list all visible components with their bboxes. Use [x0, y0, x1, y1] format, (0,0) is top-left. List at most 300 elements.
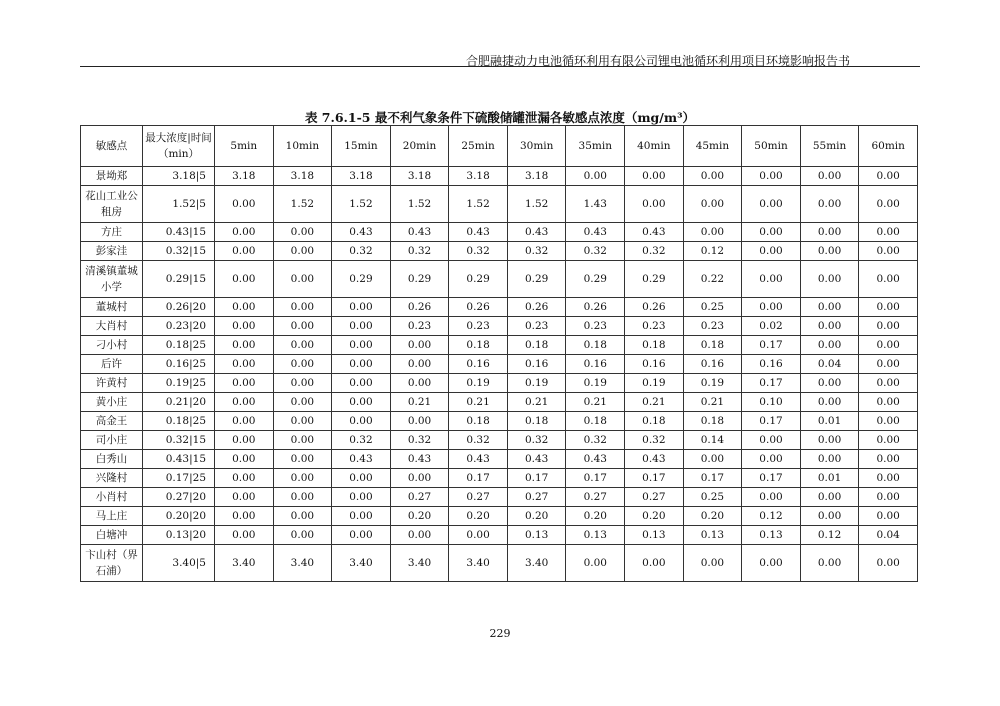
- concentration-cell: 0.00: [215, 317, 274, 336]
- peak-concentration-cell: 3.40|5: [143, 545, 215, 582]
- concentration-cell: 0.21: [390, 393, 449, 412]
- concentration-cell: 0.00: [859, 412, 918, 431]
- concentration-cell: 0.00: [742, 167, 801, 186]
- concentration-cell: 0.00: [273, 242, 332, 261]
- concentration-cell: 0.00: [273, 412, 332, 431]
- concentration-cell: 0.43: [449, 223, 508, 242]
- concentration-cell: 0.00: [215, 450, 274, 469]
- concentration-cell: 0.00: [625, 167, 684, 186]
- concentration-cell: 0.00: [800, 167, 859, 186]
- concentration-cell: 0.32: [332, 431, 391, 450]
- concentration-cell: 0.16: [566, 355, 625, 374]
- concentration-cell: 0.00: [800, 186, 859, 223]
- header-time: 10min: [273, 126, 332, 167]
- header-site: 敏感点: [81, 126, 143, 167]
- concentration-cell: 3.40: [449, 545, 508, 582]
- site-name-cell: 司小庄: [81, 431, 143, 450]
- concentration-cell: 0.43: [332, 223, 391, 242]
- concentration-cell: 0.00: [215, 393, 274, 412]
- concentration-cell: 0.00: [742, 298, 801, 317]
- concentration-cell: 0.00: [332, 298, 391, 317]
- concentration-cell: 0.00: [859, 450, 918, 469]
- concentration-cell: 0.00: [273, 526, 332, 545]
- concentration-cell: 0.00: [390, 526, 449, 545]
- concentration-cell: 0.00: [215, 242, 274, 261]
- concentration-cell: 0.13: [566, 526, 625, 545]
- concentration-cell: 0.00: [273, 450, 332, 469]
- concentration-cell: 0.18: [683, 412, 742, 431]
- site-name-cell: 花山工业公租房: [81, 186, 143, 223]
- concentration-cell: 0.04: [800, 355, 859, 374]
- concentration-cell: 0.23: [566, 317, 625, 336]
- concentration-cell: 0.00: [566, 167, 625, 186]
- concentration-cell: 0.00: [859, 488, 918, 507]
- header-time: 45min: [683, 126, 742, 167]
- table-row: [81, 545, 918, 582]
- concentration-cell: 0.00: [215, 374, 274, 393]
- concentration-cell: 3.40: [507, 545, 566, 582]
- concentration-cell: 0.27: [566, 488, 625, 507]
- concentration-cell: 0.43: [507, 223, 566, 242]
- concentration-cell: 0.00: [332, 469, 391, 488]
- table-row: [81, 242, 918, 261]
- concentration-cell: 0.00: [859, 298, 918, 317]
- concentration-cell: 0.32: [390, 431, 449, 450]
- concentration-cell: 0.00: [332, 507, 391, 526]
- site-name-cell: 刁小村: [81, 336, 143, 355]
- concentration-cell: 3.18: [273, 167, 332, 186]
- concentration-cell: 0.21: [507, 393, 566, 412]
- concentration-cell: 0.00: [859, 223, 918, 242]
- concentration-cell: 0.12: [742, 507, 801, 526]
- concentration-cell: 3.40: [273, 545, 332, 582]
- peak-concentration-cell: 0.32|15: [143, 431, 215, 450]
- concentration-cell: 0.26: [507, 298, 566, 317]
- concentration-cell: 0.00: [273, 469, 332, 488]
- concentration-cell: 0.19: [507, 374, 566, 393]
- concentration-cell: 0.00: [273, 507, 332, 526]
- concentration-cell: 0.19: [625, 374, 684, 393]
- peak-concentration-cell: 0.23|20: [143, 317, 215, 336]
- concentration-cell: 0.16: [683, 355, 742, 374]
- concentration-cell: 0.00: [859, 355, 918, 374]
- peak-concentration-cell: 0.18|25: [143, 336, 215, 355]
- concentration-cell: 0.13: [683, 526, 742, 545]
- concentration-cell: 0.00: [215, 469, 274, 488]
- concentration-cell: 0.13: [742, 526, 801, 545]
- concentration-cell: 0.32: [507, 431, 566, 450]
- concentration-cell: 0.00: [859, 431, 918, 450]
- site-name-cell: 小肖村: [81, 488, 143, 507]
- concentration-cell: 0.25: [683, 298, 742, 317]
- peak-concentration-cell: 0.17|25: [143, 469, 215, 488]
- concentration-cell: 0.00: [742, 545, 801, 582]
- concentration-cell: 0.00: [800, 317, 859, 336]
- concentration-cell: 0.21: [683, 393, 742, 412]
- concentration-cell: 0.13: [625, 526, 684, 545]
- table-row: [81, 336, 918, 355]
- concentration-cell: 0.00: [332, 374, 391, 393]
- site-name-cell: 董城村: [81, 298, 143, 317]
- concentration-cell: 0.25: [683, 488, 742, 507]
- peak-concentration-cell: 3.18|5: [143, 167, 215, 186]
- concentration-cell: 0.00: [273, 298, 332, 317]
- header-peak: 最大浓度|时间（min）: [143, 126, 215, 167]
- concentration-cell: 0.00: [800, 374, 859, 393]
- concentration-cell: 0.00: [332, 317, 391, 336]
- table-row: [81, 431, 918, 450]
- header-time: 40min: [625, 126, 684, 167]
- concentration-cell: 0.00: [800, 336, 859, 355]
- concentration-cell: 0.32: [390, 242, 449, 261]
- concentration-cell: 0.17: [742, 469, 801, 488]
- header-time: 55min: [800, 126, 859, 167]
- concentration-cell: 0.01: [800, 469, 859, 488]
- table-row: [81, 526, 918, 545]
- concentration-cell: 0.17: [507, 469, 566, 488]
- site-name-cell: 许黄村: [81, 374, 143, 393]
- concentration-cell: 0.27: [507, 488, 566, 507]
- table-row: [81, 317, 918, 336]
- site-name-cell: 马上庄: [81, 507, 143, 526]
- concentration-cell: 0.00: [859, 374, 918, 393]
- concentration-cell: 0.00: [742, 223, 801, 242]
- header-time: 35min: [566, 126, 625, 167]
- concentration-cell: 0.00: [742, 450, 801, 469]
- concentration-cell: 0.32: [566, 431, 625, 450]
- concentration-cell: 0.00: [273, 374, 332, 393]
- concentration-cell: 0.19: [683, 374, 742, 393]
- peak-concentration-cell: 0.16|25: [143, 355, 215, 374]
- concentration-cell: 3.18: [449, 167, 508, 186]
- concentration-cell: 0.43: [566, 450, 625, 469]
- peak-concentration-cell: 0.26|20: [143, 298, 215, 317]
- concentration-cell: 0.43: [625, 450, 684, 469]
- concentration-cell: 0.00: [215, 261, 274, 298]
- concentration-cell: 3.18: [390, 167, 449, 186]
- concentration-cell: 0.18: [449, 412, 508, 431]
- concentration-cell: 0.00: [859, 261, 918, 298]
- concentration-cell: 0.18: [449, 336, 508, 355]
- concentration-cell: 0.29: [566, 261, 625, 298]
- concentration-cell: 0.43: [507, 450, 566, 469]
- concentration-cell: 0.00: [742, 431, 801, 450]
- header-time: 25min: [449, 126, 508, 167]
- peak-concentration-cell: 0.29|15: [143, 261, 215, 298]
- concentration-cell: 0.00: [742, 242, 801, 261]
- concentration-cell: 0.23: [625, 317, 684, 336]
- table-title: 表 7.6.1-5 最不利气象条件下硫酸储罐泄漏各敏感点浓度（mg/m³）: [304, 110, 696, 125]
- concentration-cell: 0.18: [625, 336, 684, 355]
- concentration-cell: 0.20: [449, 507, 508, 526]
- concentration-cell: 0.00: [742, 261, 801, 298]
- concentration-cell: 0.27: [390, 488, 449, 507]
- site-name-cell: 景坳郑: [81, 167, 143, 186]
- concentration-cell: 0.17: [449, 469, 508, 488]
- peak-concentration-cell: 0.21|20: [143, 393, 215, 412]
- table-row: [81, 186, 918, 223]
- site-name-cell: 黄小庄: [81, 393, 143, 412]
- site-name-cell: 白秀山: [81, 450, 143, 469]
- concentration-cell: 0.00: [215, 223, 274, 242]
- concentration-cell: 0.43: [332, 450, 391, 469]
- peak-concentration-cell: 0.19|25: [143, 374, 215, 393]
- concentration-cell: 0.18: [507, 336, 566, 355]
- concentration-cell: 0.04: [859, 526, 918, 545]
- concentration-cell: 0.00: [800, 298, 859, 317]
- concentration-cell: 0.17: [566, 469, 625, 488]
- concentration-cell: 0.29: [507, 261, 566, 298]
- concentration-cell: 0.20: [683, 507, 742, 526]
- concentration-cell: 0.00: [390, 469, 449, 488]
- concentration-cell: 0.00: [449, 526, 508, 545]
- concentration-cell: 0.02: [742, 317, 801, 336]
- concentration-cell: 0.17: [625, 469, 684, 488]
- concentration-cell: 1.52: [449, 186, 508, 223]
- concentration-cell: 0.43: [390, 223, 449, 242]
- site-name-cell: 清溪镇董城小学: [81, 261, 143, 298]
- concentration-cell: 0.00: [390, 355, 449, 374]
- concentration-cell: 0.17: [742, 412, 801, 431]
- concentration-cell: 3.18: [215, 167, 274, 186]
- header-time: 60min: [859, 126, 918, 167]
- concentration-cell: 0.00: [273, 317, 332, 336]
- concentration-cell: 0.00: [215, 186, 274, 223]
- concentration-cell: 0.00: [215, 336, 274, 355]
- concentration-cell: 0.21: [625, 393, 684, 412]
- concentration-cell: 0.32: [449, 242, 508, 261]
- concentration-cell: 3.18: [332, 167, 391, 186]
- concentration-cell: 0.00: [683, 450, 742, 469]
- header-time: 20min: [390, 126, 449, 167]
- concentration-cell: 0.00: [273, 431, 332, 450]
- concentration-cell: 0.00: [273, 355, 332, 374]
- header-time: 5min: [215, 126, 274, 167]
- concentration-cell: 0.26: [390, 298, 449, 317]
- table-row: [81, 167, 918, 186]
- concentration-cell: 1.52: [273, 186, 332, 223]
- table-row: [81, 355, 918, 374]
- concentration-cell: 0.00: [332, 355, 391, 374]
- concentration-cell: 0.20: [566, 507, 625, 526]
- concentration-cell: 0.00: [683, 223, 742, 242]
- concentration-cell: 0.00: [742, 186, 801, 223]
- table-row: [81, 488, 918, 507]
- concentration-cell: 0.32: [625, 242, 684, 261]
- concentration-cell: 0.16: [742, 355, 801, 374]
- concentration-cell: 0.00: [800, 507, 859, 526]
- table-row: [81, 261, 918, 298]
- site-name-cell: 卞山村（界石浦）: [81, 545, 143, 582]
- concentration-cell: 3.40: [215, 545, 274, 582]
- page-number: 229: [489, 627, 511, 640]
- concentration-cell: 0.20: [390, 507, 449, 526]
- concentration-cell: 0.00: [273, 261, 332, 298]
- concentration-cell: 0.32: [332, 242, 391, 261]
- header-rule: [80, 66, 920, 67]
- peak-concentration-cell: 0.43|15: [143, 450, 215, 469]
- concentration-cell: 0.00: [273, 336, 332, 355]
- concentration-cell: 0.01: [800, 412, 859, 431]
- concentration-cell: 0.00: [332, 393, 391, 412]
- table-row: [81, 507, 918, 526]
- concentration-cell: 0.18: [625, 412, 684, 431]
- concentration-cell: 0.18: [683, 336, 742, 355]
- concentration-cell: 0.00: [859, 545, 918, 582]
- concentration-cell: 0.00: [215, 526, 274, 545]
- concentration-cell: 0.00: [800, 242, 859, 261]
- concentration-cell: 0.14: [683, 431, 742, 450]
- concentration-cell: 0.21: [449, 393, 508, 412]
- concentration-cell: 0.43: [566, 223, 625, 242]
- concentration-cell: 0.23: [507, 317, 566, 336]
- concentration-cell: 0.29: [625, 261, 684, 298]
- concentration-cell: 0.00: [332, 412, 391, 431]
- concentration-cell: 0.00: [625, 186, 684, 223]
- concentration-cell: 0.00: [859, 507, 918, 526]
- concentration-cell: 0.00: [683, 186, 742, 223]
- concentration-cell: 0.32: [625, 431, 684, 450]
- concentration-cell: 0.00: [390, 412, 449, 431]
- concentration-cell: 0.00: [215, 431, 274, 450]
- concentration-cell: 0.00: [800, 261, 859, 298]
- concentration-cell: 0.00: [273, 223, 332, 242]
- concentration-cell: 0.19: [449, 374, 508, 393]
- concentration-cell: 0.00: [215, 298, 274, 317]
- header-time: 50min: [742, 126, 801, 167]
- peak-concentration-cell: 0.20|20: [143, 507, 215, 526]
- concentration-cell: 0.23: [683, 317, 742, 336]
- concentration-cell: 3.18: [507, 167, 566, 186]
- concentration-cell: 1.52: [390, 186, 449, 223]
- concentration-cell: 0.00: [800, 545, 859, 582]
- table-row: [81, 374, 918, 393]
- concentration-cell: 0.29: [449, 261, 508, 298]
- site-name-cell: 大肖村: [81, 317, 143, 336]
- concentration-cell: 0.18: [507, 412, 566, 431]
- concentration-cell: 0.00: [332, 488, 391, 507]
- site-name-cell: 方庄: [81, 223, 143, 242]
- concentration-cell: 0.29: [332, 261, 391, 298]
- concentration-cell: 0.00: [800, 488, 859, 507]
- concentration-cell: 0.00: [800, 431, 859, 450]
- concentration-cell: 0.17: [742, 374, 801, 393]
- table-row: [81, 223, 918, 242]
- concentration-cell: 0.00: [683, 545, 742, 582]
- concentration-cell: 0.12: [683, 242, 742, 261]
- peak-concentration-cell: 0.32|15: [143, 242, 215, 261]
- concentration-cell: 0.22: [683, 261, 742, 298]
- concentration-cell: 0.17: [683, 469, 742, 488]
- concentration-cell: 0.00: [800, 223, 859, 242]
- concentration-cell: 0.00: [683, 167, 742, 186]
- peak-concentration-cell: 0.27|20: [143, 488, 215, 507]
- header-time: 30min: [507, 126, 566, 167]
- concentration-cell: 0.17: [742, 336, 801, 355]
- table-row: [81, 393, 918, 412]
- table-row: [81, 412, 918, 431]
- concentration-cell: 0.00: [859, 393, 918, 412]
- concentration-cell: 1.52: [332, 186, 391, 223]
- table-row: [81, 450, 918, 469]
- concentration-cell: 0.00: [332, 336, 391, 355]
- peak-concentration-cell: 0.18|25: [143, 412, 215, 431]
- concentration-cell: 0.00: [332, 526, 391, 545]
- concentration-cell: 0.43: [449, 450, 508, 469]
- concentration-table: [80, 125, 918, 582]
- concentration-cell: 0.00: [273, 488, 332, 507]
- concentration-cell: 0.32: [566, 242, 625, 261]
- concentration-cell: 0.26: [625, 298, 684, 317]
- table-body: [81, 167, 918, 582]
- concentration-cell: 0.32: [449, 431, 508, 450]
- concentration-cell: 0.10: [742, 393, 801, 412]
- concentration-cell: 0.00: [800, 393, 859, 412]
- site-name-cell: 高金王: [81, 412, 143, 431]
- concentration-cell: 0.16: [625, 355, 684, 374]
- concentration-cell: 0.12: [800, 526, 859, 545]
- concentration-cell: 0.00: [625, 545, 684, 582]
- table-header-row: [81, 126, 918, 167]
- concentration-cell: 0.18: [566, 336, 625, 355]
- concentration-cell: 0.00: [273, 393, 332, 412]
- concentration-cell: 0.00: [742, 488, 801, 507]
- concentration-cell: 0.21: [566, 393, 625, 412]
- concentration-cell: 0.20: [507, 507, 566, 526]
- site-name-cell: 白塘冲: [81, 526, 143, 545]
- concentration-cell: 0.23: [390, 317, 449, 336]
- concentration-cell: 3.40: [390, 545, 449, 582]
- peak-concentration-cell: 0.43|15: [143, 223, 215, 242]
- site-name-cell: 兴隆村: [81, 469, 143, 488]
- concentration-cell: 0.00: [215, 507, 274, 526]
- peak-concentration-cell: 0.13|20: [143, 526, 215, 545]
- concentration-cell: 0.20: [625, 507, 684, 526]
- concentration-cell: 0.13: [507, 526, 566, 545]
- concentration-cell: 0.43: [625, 223, 684, 242]
- concentration-cell: 0.00: [566, 545, 625, 582]
- concentration-cell: 0.16: [507, 355, 566, 374]
- concentration-cell: 0.27: [449, 488, 508, 507]
- page-header: 合肥融捷动力电池循环利用有限公司锂电池循环利用项目环境影响报告书: [465, 54, 850, 68]
- concentration-cell: 0.26: [449, 298, 508, 317]
- concentration-cell: 0.00: [800, 450, 859, 469]
- table-row: [81, 469, 918, 488]
- concentration-cell: 0.19: [566, 374, 625, 393]
- peak-concentration-cell: 1.52|5: [143, 186, 215, 223]
- concentration-cell: 1.52: [507, 186, 566, 223]
- site-name-cell: 后许: [81, 355, 143, 374]
- concentration-cell: 0.00: [215, 412, 274, 431]
- concentration-cell: 1.43: [566, 186, 625, 223]
- table-row: [81, 298, 918, 317]
- concentration-cell: 0.00: [859, 469, 918, 488]
- concentration-cell: 0.00: [859, 336, 918, 355]
- concentration-cell: 0.00: [390, 374, 449, 393]
- concentration-cell: 0.00: [390, 336, 449, 355]
- concentration-cell: 0.00: [215, 488, 274, 507]
- concentration-cell: 0.18: [566, 412, 625, 431]
- site-name-cell: 彭家洼: [81, 242, 143, 261]
- concentration-cell: 0.00: [859, 242, 918, 261]
- concentration-cell: 0.00: [859, 186, 918, 223]
- concentration-cell: 0.00: [859, 317, 918, 336]
- concentration-cell: 0.16: [449, 355, 508, 374]
- concentration-cell: 0.32: [507, 242, 566, 261]
- header-time: 15min: [332, 126, 391, 167]
- concentration-cell: 0.00: [215, 355, 274, 374]
- concentration-cell: 0.26: [566, 298, 625, 317]
